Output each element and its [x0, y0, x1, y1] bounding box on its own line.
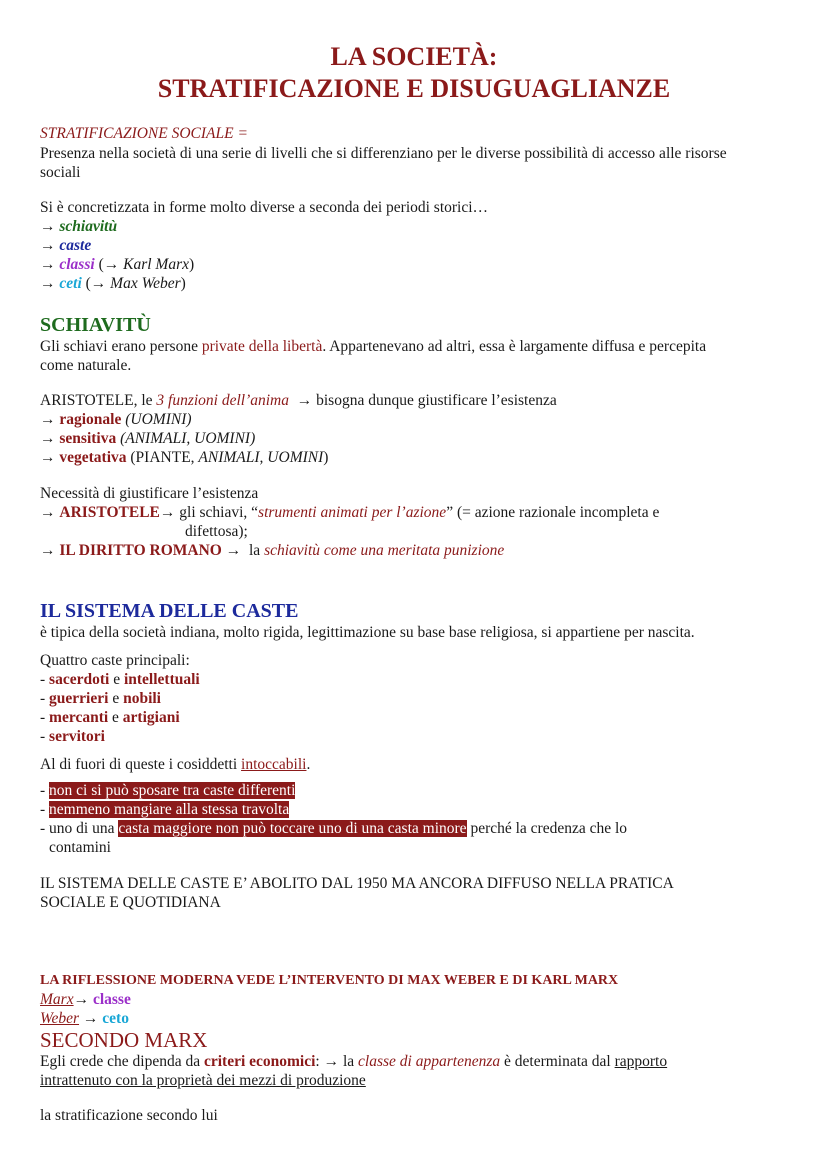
funzione-label: vegetativa — [59, 449, 127, 466]
funzioni-anima: 3 funzioni dell’anima — [156, 392, 289, 409]
text: → gli schiavi, “ — [159, 504, 259, 521]
arrow-icon: → — [40, 237, 56, 254]
casta-item-4 — [40, 727, 105, 746]
rapporto-text: rapporto — [614, 1053, 668, 1070]
ref-name: Max Weber — [110, 275, 181, 292]
arrow-icon: → — [40, 218, 56, 235]
stratificazione-term: STRATIFICAZIONE SOCIALE = — [40, 125, 248, 142]
ceto-label: ceto — [102, 1010, 129, 1027]
text: ARISTOTELE, le — [40, 392, 157, 409]
dash: - — [40, 782, 50, 799]
casta-name: intellettuali — [123, 671, 200, 688]
funzione-detail: (UOMINI) — [125, 411, 192, 428]
arrow-icon: → — [79, 1010, 103, 1027]
regola-2 — [40, 800, 289, 819]
funzione-vegetativa — [40, 448, 328, 467]
regola-3 — [40, 819, 627, 838]
regola-3-line2: contamini — [49, 839, 111, 856]
text: Egli crede che dipenda da — [40, 1053, 204, 1070]
dash: - — [40, 728, 50, 745]
text: perché la credenza che lo — [466, 820, 628, 837]
highlighted-rule: casta maggiore non può toccare uno di una casta minore — [118, 820, 467, 837]
dash: - — [40, 801, 50, 818]
dash: - — [40, 690, 50, 707]
necessita-line: Necessità di giustificare l’esistenza — [40, 485, 259, 502]
abolito-line-2: SOCIALE E QUOTIDIANA — [40, 894, 221, 911]
arrow-icon: → — [40, 256, 56, 273]
funzione-label: sensitiva — [59, 430, 117, 447]
form-label: classi — [59, 256, 95, 273]
marx-classe — [40, 990, 131, 1009]
text: e — [108, 709, 123, 726]
casta-name: servitori — [49, 728, 105, 745]
casta-name: artigiani — [122, 709, 180, 726]
form-item-ceti — [40, 274, 186, 293]
ref-close: ) — [180, 275, 186, 292]
diritto-romano-label: IL DIRITTO ROMANO — [59, 542, 222, 559]
arrow-icon: → — [40, 411, 56, 428]
heading-secondo-marx: SECONDO MARX — [40, 1028, 208, 1052]
intoccabili-term: intoccabili — [241, 756, 307, 773]
strumenti-animati: strumenti animati per l’azione — [258, 504, 447, 521]
casta-item-1 — [40, 670, 200, 689]
weber-label: Weber — [40, 1010, 80, 1027]
text: e — [109, 671, 124, 688]
text: Gli schiavi erano persone — [40, 338, 202, 355]
funzione-label: ragionale — [59, 411, 122, 428]
funzione-detail: (ANIMALI, UOMINI) — [120, 430, 256, 447]
aristotele-strumenti-line2: difettosa); — [185, 523, 248, 540]
highlight-text: private della libertà — [201, 338, 323, 355]
form-label: ceti — [59, 275, 82, 292]
abolito-line-1: IL SISTEMA DELLE CASTE E’ ABOLITO DAL 1950 MA ANCORA DIFFUSO NELLA PRATICA — [40, 875, 674, 892]
text: - uno di una — [40, 820, 119, 837]
casta-item-3 — [40, 708, 180, 727]
page-title-line-2: STRATIFICAZIONE E DISUGUAGLIANZE — [157, 74, 671, 103]
intoccabili-line — [40, 755, 310, 774]
caste-p1: è tipica della società indiana, molto rigida, legittimazione su base base religiosa, si appartiene per nascita. — [40, 624, 695, 641]
classe-label: classe — [92, 991, 131, 1008]
marx-label: Marx — [40, 991, 74, 1008]
text: Al di fuori di queste i cosiddetti — [40, 756, 242, 773]
aristotele-label: ARISTOTELE — [59, 504, 160, 521]
marx-criteri — [40, 1052, 667, 1071]
highlighted-rule: nemmeno mangiare alla stessa travolta — [49, 801, 290, 818]
funzione-ragionale — [40, 410, 192, 429]
aristotele-line — [40, 391, 557, 410]
definition-line-1: Presenza nella società di una serie di livelli che si differenziano per le diverse possibilità di accesso alle risorse — [40, 145, 727, 162]
meritata-punizione: schiavitù come una meritata punizione — [264, 542, 505, 559]
criteri-economici: criteri economici — [203, 1053, 316, 1070]
casta-name: sacerdoti — [49, 671, 110, 688]
definition-line-2: sociali — [40, 164, 81, 181]
diritto-romano — [40, 541, 504, 560]
text: e — [108, 690, 124, 707]
arrow-icon: → — [40, 542, 56, 559]
dash: - — [40, 671, 50, 688]
form-item-classi — [40, 255, 194, 274]
classe-appartenenza: classe di appartenenza — [358, 1053, 501, 1070]
stratificazione-secondo-lui: la stratificazione secondo lui — [40, 1107, 218, 1124]
arrow-icon: → — [40, 449, 56, 466]
text: : → la — [315, 1053, 359, 1070]
arrow-icon: → — [40, 430, 56, 447]
text: → bisogna dunque giustificare l’esistenza — [289, 392, 557, 409]
funzione-sensitiva — [40, 429, 255, 448]
funzione-detail: (PIANTE, — [130, 449, 199, 466]
funzione-detail: ) — [323, 449, 329, 466]
schiavitu-p1-line2: come naturale. — [40, 357, 132, 374]
funzione-detail: ANIMALI, UOMINI — [198, 449, 324, 466]
page-title-line-1: LA SOCIETÀ: — [330, 42, 498, 71]
casta-name: guerrieri — [49, 690, 109, 707]
form-label: schiavitù — [59, 218, 118, 235]
casta-name: mercanti — [49, 709, 109, 726]
casta-name: nobili — [123, 690, 161, 707]
ref-open: (→ — [85, 275, 107, 292]
aristotele-strumenti — [40, 503, 659, 522]
text: ” (= azione razionale incompleta e — [446, 504, 660, 521]
ref-close: ) — [188, 256, 195, 273]
quattro-caste: Quattro caste principali: — [40, 652, 190, 669]
text: è determinata dal — [500, 1053, 615, 1070]
heading-riflessione-moderna: LA RIFLESSIONE MODERNA VEDE L’INTERVENTO DI MAX WEBER E DI KARL MARX — [40, 973, 619, 988]
heading-caste: IL SISTEMA DELLE CASTE — [40, 600, 299, 622]
ref-open: (→ — [98, 256, 120, 273]
arrow-icon: → — [40, 504, 56, 521]
forms-intro: Si è concretizzata in forme molto diverse a seconda dei periodi storici… — [40, 199, 489, 216]
schiavitu-p1 — [40, 337, 706, 356]
form-item-schiavitu — [40, 217, 117, 236]
form-label: caste — [59, 237, 92, 254]
dash: - — [40, 709, 50, 726]
heading-schiavitu: SCHIAVITÙ — [40, 314, 151, 336]
casta-item-2 — [40, 689, 161, 708]
form-item-caste — [40, 236, 91, 255]
weber-ceto — [40, 1009, 129, 1028]
marx-criteri-line2: intrattenuto con la proprietà dei mezzi di produzione — [40, 1072, 366, 1089]
ref-name: Karl Marx — [123, 256, 189, 273]
highlighted-rule: non ci si può sposare tra caste differenti — [49, 782, 296, 799]
text: → la — [221, 542, 265, 559]
arrow-icon: → — [40, 275, 56, 292]
text: . — [306, 756, 311, 773]
regola-1 — [40, 781, 295, 800]
text: . Appartenevano ad altri, essa è largamente diffusa e percepita — [322, 338, 707, 355]
arrow-icon: → — [73, 991, 93, 1008]
